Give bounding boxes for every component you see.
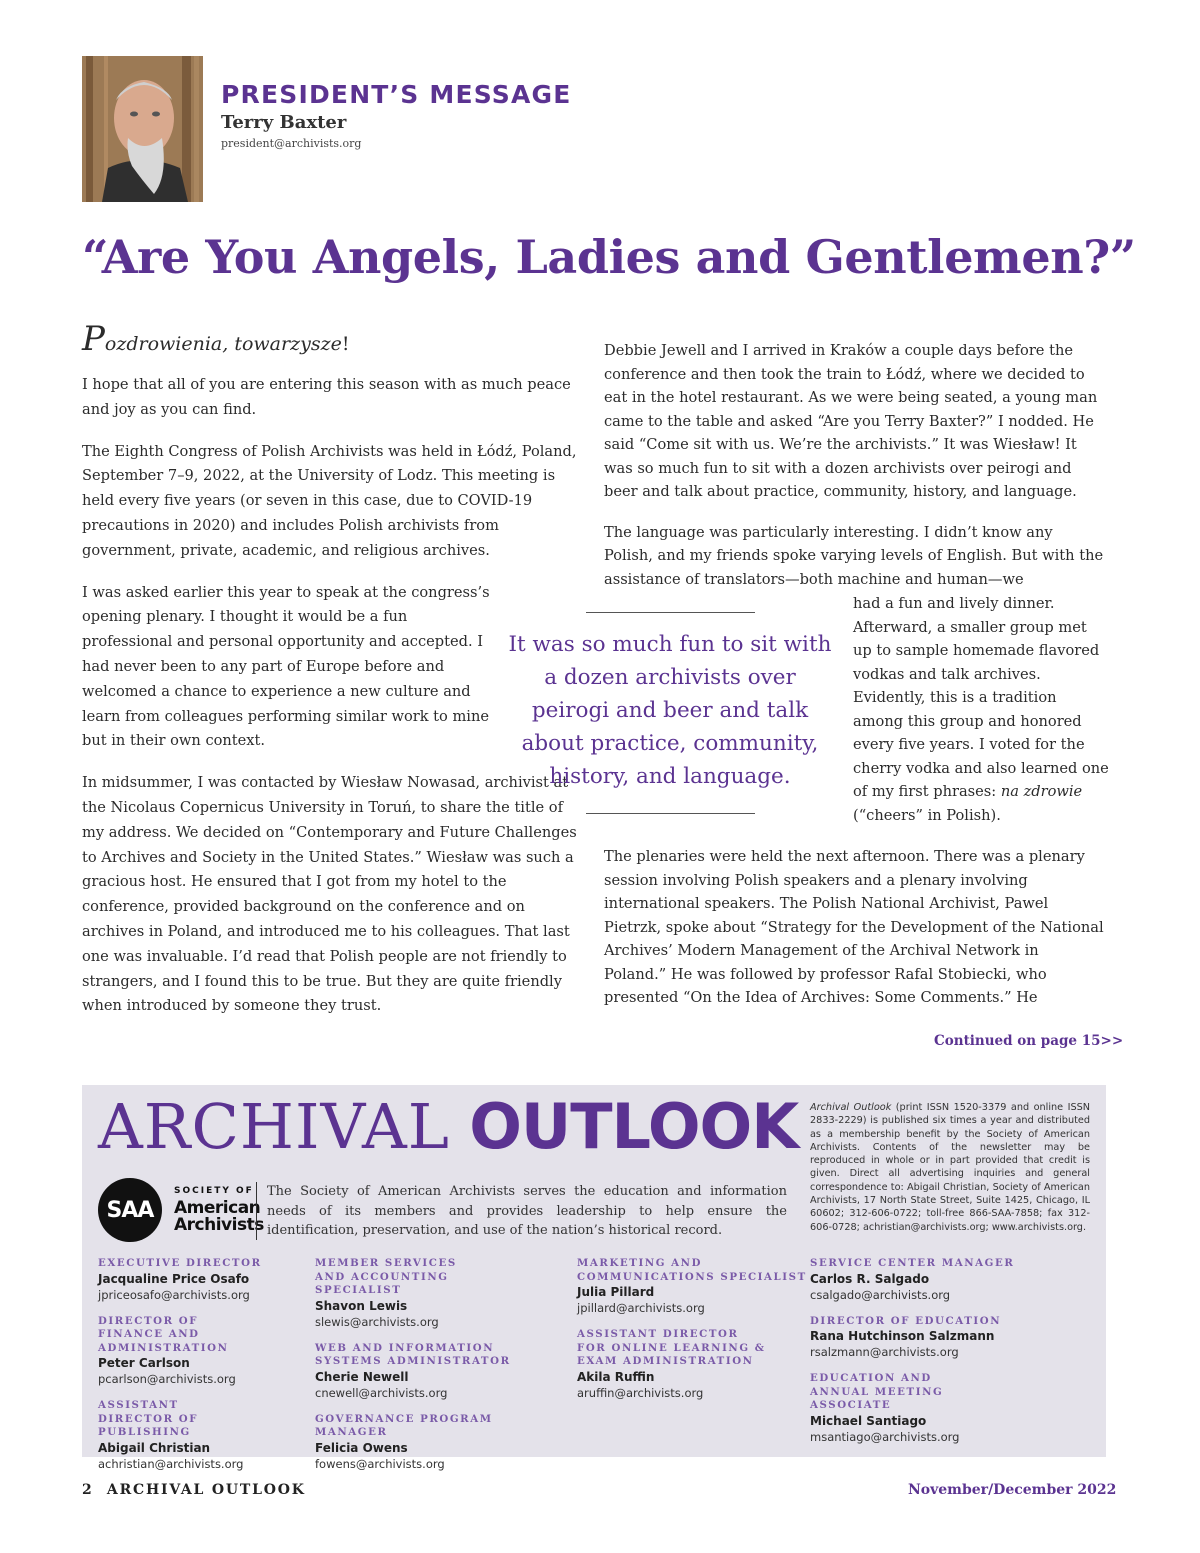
article-right-column	[604, 339, 1104, 591]
masthead-title-bold: OUTLOOK	[469, 1090, 799, 1163]
logo-line-3: Archivists	[174, 1215, 264, 1235]
publication-info-title: Archival Outlook	[810, 1102, 892, 1113]
staff-name: Shavon Lewis	[315, 1298, 408, 1313]
saa-logo-circle: SAA	[98, 1178, 162, 1242]
saa-description: The Society of American Archivists serves the education and information needs of its members and provides leadership to help ensure the identification, preservation, and use of the nation’s historical record.	[267, 1184, 787, 1238]
staff-role: EDUCATION AND ANNUAL MEETING ASSOCIATE	[810, 1372, 944, 1411]
logo-divider	[256, 1182, 257, 1240]
author-photo	[82, 56, 203, 202]
drop-cap: P	[82, 319, 105, 359]
salutation-punct: !	[341, 333, 350, 355]
staff-role: GOVERNANCE PROGRAM MANAGER	[315, 1412, 493, 1438]
issue-date: November/December 2022	[908, 1482, 1117, 1498]
staff-role: SERVICE CENTER MANAGER	[810, 1257, 1015, 1269]
staff-entry	[315, 1257, 555, 1330]
staff-role: EXECUTIVE DIRECTOR	[98, 1257, 262, 1269]
pull-quote-bottom-rule	[586, 813, 755, 814]
wrapped-end: (“cheers” in Polish).	[853, 806, 1001, 824]
staff-column	[810, 1257, 1090, 1457]
staff-email[interactable]: rsalzmann@archivists.org	[810, 1345, 959, 1359]
staff-role: DIRECTOR OF EDUCATION	[810, 1314, 1002, 1327]
staff-email[interactable]: slewis@archivists.org	[315, 1314, 439, 1329]
staff-name: Akila Ruffin	[577, 1369, 655, 1384]
saa-logo	[98, 1178, 264, 1242]
masthead-title-light: ARCHIVAL	[98, 1090, 450, 1163]
staff-column	[98, 1257, 338, 1484]
staff-entry	[98, 1315, 338, 1388]
staff-role: MEMBER SERVICES AND ACCOUNTING SPECIALIST	[315, 1257, 457, 1296]
staff-role: ASSISTANT DIRECTOR FOR ONLINE LEARNING & EXAM ADMINISTRATION	[577, 1328, 766, 1367]
salutation	[82, 319, 582, 361]
wrapped-italic: na zdrowie	[1000, 783, 1083, 800]
paragraph: I was asked earlier this year to speak at the congress’s opening plenary. I thought it would be a fun professional and personal opportunity and accepted. I had never been to any part of Europe before and welcomed a chance to experience a new culture and learn from colleagues performing similar work to mine but in their own context.	[82, 583, 490, 750]
staff-email[interactable]: achristian@archivists.org	[98, 1456, 244, 1471]
staff-name: Cherie Newell	[315, 1369, 409, 1384]
staff-entry	[315, 1413, 555, 1472]
section-title: PRESIDENT’S MESSAGE	[221, 80, 572, 109]
staff-name: Michael Santiago	[810, 1413, 927, 1428]
paragraph: The plenaries were held the next afternoon. There was a plenary session involving Polish speakers and a plenary involving international speakers. The Polish National Archivist, Pawel Pietrzk, spoke about “Strategy for the Development of the National Archives’ Modern Management of the Archival Network in Poland.” He was followed by professor Rafal Stobiecki, who presented “On the Idea of Archives: Some Comments.” He	[604, 848, 1104, 1006]
staff-role: MARKETING AND COMMUNICATIONS SPECIALIST	[577, 1257, 807, 1283]
staff-name: Julia Pillard	[577, 1285, 655, 1299]
staff-email[interactable]: pcarlson@archivists.org	[98, 1372, 236, 1386]
staff-role: DIRECTOR OF FINANCE AND ADMINISTRATION	[98, 1314, 229, 1354]
staff-email[interactable]: aruffin@archivists.org	[577, 1385, 704, 1400]
staff-entry	[577, 1328, 817, 1401]
portrait-image	[82, 56, 203, 202]
footer-publication: ARCHIVAL OUTLOOK	[106, 1482, 306, 1498]
article-headline: “Are You Angels, Ladies and Gentlemen?”	[82, 230, 1136, 284]
staff-column	[577, 1257, 817, 1413]
page-number: 2	[82, 1482, 94, 1498]
staff-name: Felicia Owens	[315, 1440, 408, 1455]
page-footer-left	[82, 1482, 306, 1498]
continued-link[interactable]: Continued on page 15>>	[934, 1033, 1124, 1049]
staff-email[interactable]: fowens@archivists.org	[315, 1456, 445, 1471]
staff-entry	[315, 1342, 555, 1401]
staff-name: Peter Carlson	[98, 1356, 190, 1370]
author-email[interactable]: president@archivists.org	[221, 137, 362, 150]
salutation-text: ozdrowienia, towarzysze	[104, 333, 342, 355]
staff-role: ASSISTANT DIRECTOR OF PUBLISHING	[98, 1399, 199, 1438]
staff-email[interactable]: jpillard@archivists.org	[577, 1301, 705, 1315]
staff-entry	[810, 1315, 1090, 1361]
author-name: Terry Baxter	[221, 112, 347, 133]
pull-quote-top-rule	[586, 612, 755, 613]
publication-info	[810, 1101, 1090, 1234]
publication-info-text: (print ISSN 1520-3379 and online ISSN 2833-2229) is published six times a year and distributed as a membership benefit by the Society of American Archivists. Contents of the newsletter may be reproduced in whole or in part provided that credit is given. Direct all advertising inquiries and general correspondence to: Abigail Christian, Society of American Archivists, 17 North State Street, Suite 1425, Chicago, IL 60602; 312-606-0722; toll-free 866-SAA-7858; fax 312-606-0728; achristian@archivists.org; www.archivists.org.	[810, 1102, 1090, 1233]
staff-column	[315, 1257, 555, 1484]
paragraph: The language was particularly interesting. I didn’t know any Polish, and my friends spoke varying levels of English. But with the assistance of translators—both machine and human—we	[604, 523, 1104, 588]
staff-role: WEB AND INFORMATION SYSTEMS ADMINISTRATOR	[315, 1341, 511, 1367]
staff-entry	[810, 1257, 1090, 1303]
staff-email[interactable]: jpriceosafo@archivists.org	[98, 1287, 250, 1302]
wrapped-text: had a fun and lively dinner. Afterward, a smaller group met up to sample homemade flavored vodkas and talk archives. Evidently, this is a tradition among this group and honored every five years. I voted for the cherry vodka and also learned one of my first phrases:	[853, 595, 1109, 800]
paragraph: The Eighth Congress of Polish Archivists was held in Łódź, Poland, September 7–9, 2022, at the University of Lodz. This meeting is held every five years (or seven in this case, due to COVID-19 precautions in 2020) and includes Polish archivists from government, private, academic, and religious archives.	[82, 442, 577, 559]
staff-name: Carlos R. Salgado	[810, 1271, 930, 1286]
staff-email[interactable]: cnewell@archivists.org	[315, 1385, 448, 1400]
logo-line-2: American	[174, 1198, 261, 1218]
masthead-title	[98, 1090, 798, 1163]
staff-name: Rana Hutchinson Salzmann	[810, 1329, 995, 1343]
staff-name: Jacqualine Price Osafo	[98, 1271, 250, 1286]
logo-line-1: SOCIETY OF	[174, 1186, 254, 1196]
saa-logo-text	[174, 1183, 264, 1234]
staff-name: Abigail Christian	[98, 1440, 211, 1455]
staff-entry	[98, 1257, 338, 1303]
paragraph: I hope that all of you are entering this season with as much peace and joy as you can find.	[82, 376, 571, 418]
staff-entry	[98, 1399, 338, 1472]
staff-entry	[810, 1372, 1090, 1445]
paragraph: Debbie Jewell and I arrived in Kraków a couple days before the conference and then took the train to Łódź, where we decided to eat in the hotel restaurant. As we were being seated, a young man came to the table and asked “Are you Terry Baxter?” I nodded. He said “Come sit with us. We’re the archivists.” It was Wiesław! It was so much fun to sit with a dozen archivists over peirogi and beer and talk about practice, community, history, and language.	[604, 342, 1098, 500]
paragraph: In midsummer, I was contacted by Wiesław Nowasad, archivist at the Nicolaus Copernicus University in Toruń, to share the title of my address. We decided on “Contemporary and Future Challenges to Archives and Society in the United States.” Wiesław was such a gracious host. He ensured that I got from my hotel to the conference, provided background on the conference and on archives in Poland, and introduced me to his colleagues. That last one was invaluable. I’d read that Polish people are not friendly to strangers, and I found this to be true. But they are quite friendly when introduced by someone they trust.	[82, 774, 577, 1015]
pull-quote: It was so much fun to sit with a dozen archivists over peirogi and beer and talk about practice, community, history, and language.	[508, 632, 832, 789]
wrapped-paragraph	[853, 592, 1109, 827]
staff-email[interactable]: csalgado@archivists.org	[810, 1287, 951, 1302]
staff-entry	[577, 1257, 817, 1316]
staff-email[interactable]: msantiago@archivists.org	[810, 1429, 960, 1444]
